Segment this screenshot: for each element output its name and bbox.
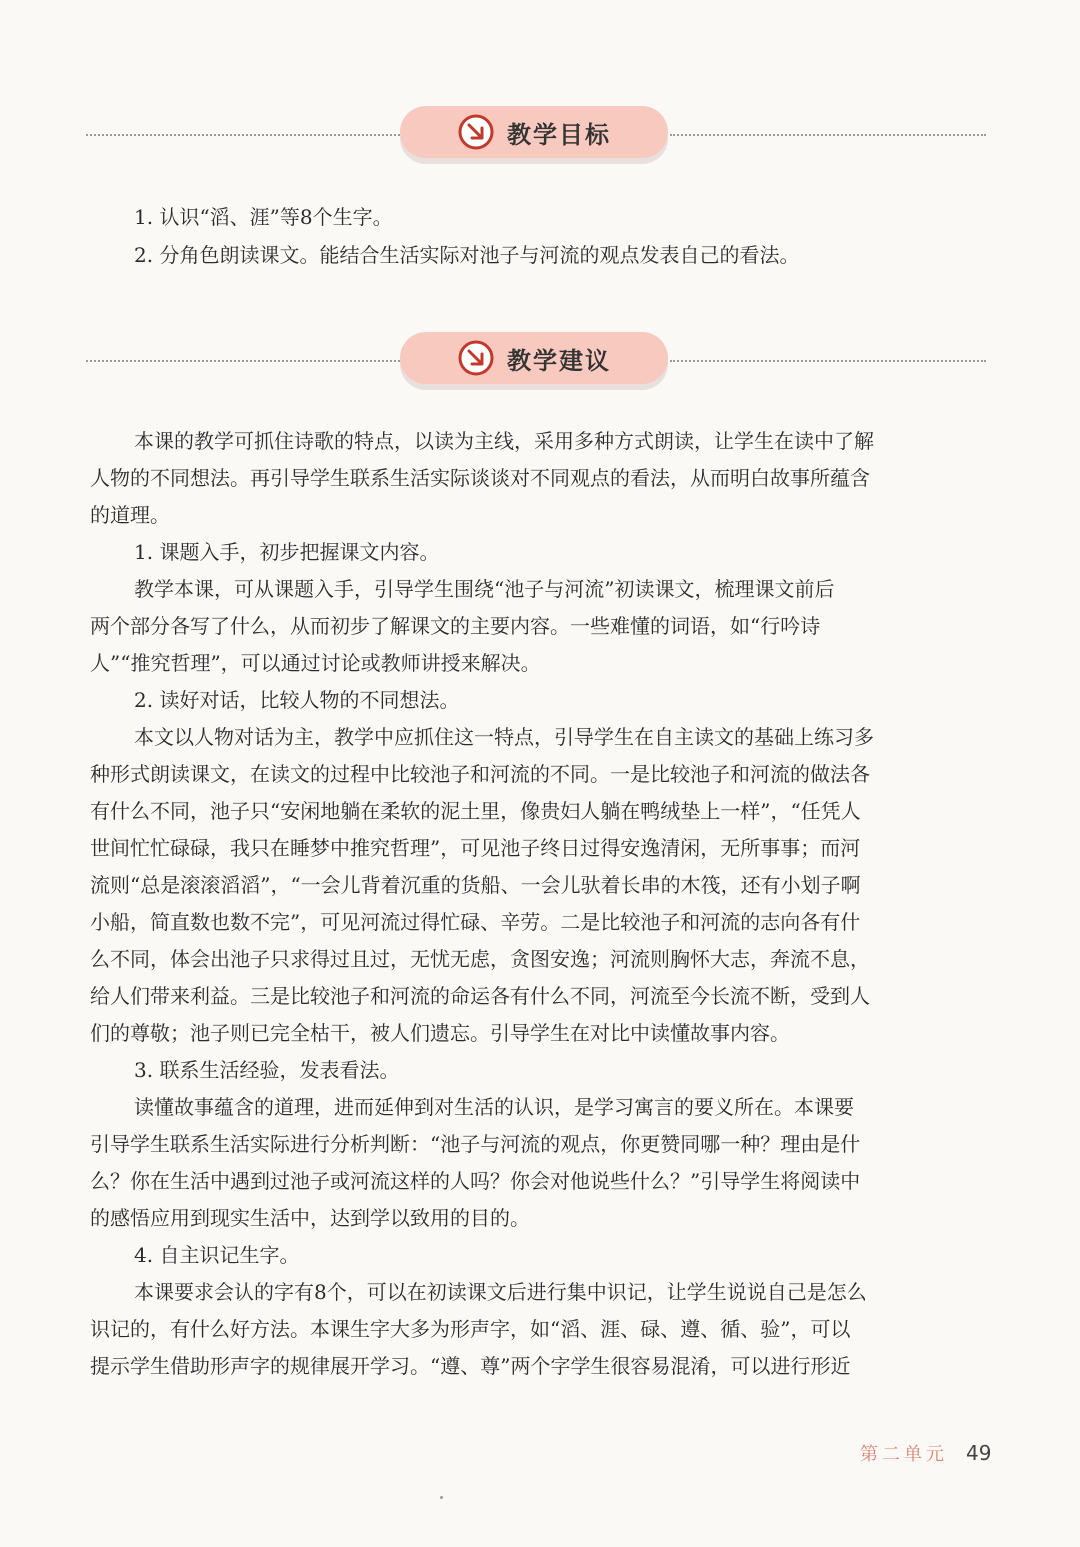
goal-item: 2. 分角色朗读课文。能结合生活实际对池子与河流的观点发表自己的看法。 [134, 243, 800, 267]
text-line: 世间忙忙碌碌，我只在睡梦中推究哲理”，可见池子终日过得安逸清闲，无所事事；而河 [90, 836, 861, 860]
dotted-rule [670, 360, 986, 362]
text-line: 人”“推究哲理”，可以通过讨论或教师讲授来解决。 [90, 651, 541, 675]
page-footer [860, 1440, 991, 1466]
subheading: 4. 自主识记生字。 [134, 1243, 300, 1267]
text-line: 的道理。 [90, 503, 170, 527]
dotted-rule [670, 134, 986, 136]
text-line: 种形式朗读课文，在读文的过程中比较池子和河流的不同。一是比较池子和河流的做法各 [90, 762, 870, 786]
text-line: 的感悟应用到现实生活中，达到学以致用的目的。 [90, 1206, 530, 1230]
text-line: 人物的不同想法。再引导学生联系生活实际谈谈对不同观点的看法，从而明白故事所蕴含 [90, 466, 870, 490]
text-line: 提示学生借助形声字的规律展开学习。“遵、尊”两个字学生很容易混淆，可以进行形近 [90, 1354, 851, 1378]
text-line: 给人们带来利益。三是比较池子和河流的命运各有什么不同，河流至今长流不断，受到人 [90, 984, 870, 1008]
goal-item: 1. 认识“滔、涯”等8个生字。 [134, 205, 393, 229]
text-line: 么不同，体会出池子只求得过且过，无忧无虑，贪图安逸；河流则胸怀大志，奔流不息， [90, 947, 870, 971]
text-line: 小船，简直数也数不完”，可见河流过得忙碌、辛劳。二是比较池子和河流的志向各有什 [90, 910, 861, 934]
text-line: 本课要求会认的字有8个，可以在初读课文后进行集中识记，让学生说说自己是怎么 [134, 1280, 867, 1304]
text-line: 本文以人物对话为主，教学中应抓住这一特点，引导学生在自主读文的基础上练习多 [134, 725, 874, 749]
paragraph-4 [90, 1274, 990, 1385]
text-line: 本课的教学可抓住诗歌的特点，以读为主线，采用多种方式朗读，让学生在读中了解 [134, 429, 874, 453]
page-number: 49 [966, 1441, 992, 1465]
text-line: 两个部分各写了什么，从而初步了解课文的主要内容。一些难懂的词语，如“行吟诗 [90, 614, 821, 638]
text-line: 识记的，有什么好方法。本课生字大多为形声字，如“滔、涯、碌、遵、循、验”，可以 [90, 1317, 851, 1341]
arrow-circle-icon [457, 339, 495, 377]
text-line: 们的尊敬；池子则已完全枯干，被人们遗忘。引导学生在对比中读懂故事内容。 [90, 1021, 790, 1045]
dotted-rule [86, 360, 404, 362]
text-line: 读懂故事蕴含的道理，进而延伸到对生活的认识，是学习寓言的要义所在。本课要 [134, 1095, 854, 1119]
paragraph-2 [90, 719, 990, 1052]
paragraph-1 [90, 571, 990, 682]
dotted-rule [86, 134, 404, 136]
text-line: 教学本课，可从课题入手，引导学生围绕“池子与河流”初读课文，梳理课文前后 [134, 577, 835, 601]
section-header-suggestions [86, 332, 986, 392]
section-title-pill [400, 332, 668, 384]
paragraph-3 [90, 1089, 990, 1237]
print-speck [440, 1496, 443, 1499]
subheading: 3. 联系生活经验，发表看法。 [134, 1058, 400, 1082]
section-title: 教学目标 [507, 120, 611, 149]
section-title: 教学建议 [507, 346, 611, 375]
text-line: 流则“总是滚滚滔滔”，“一会儿背着沉重的货船、一会儿驮着长串的木筏，还有小划子啊 [90, 873, 861, 897]
intro-paragraph [90, 423, 990, 534]
text-line: 么？你在生活中遇到过池子或河流这样的人吗？你会对他说些什么？”引导学生将阅读中 [90, 1169, 861, 1193]
text-line: 有什么不同，池子只“安闲地躺在柔软的泥土里，像贵妇人躺在鸭绒垫上一样”，“任凭人 [90, 799, 861, 823]
text-line: 引导学生联系生活实际进行分析判断：“池子与河流的观点，你更赞同哪一种？理由是什 [90, 1132, 861, 1156]
subheading: 2. 读好对话，比较人物的不同想法。 [134, 688, 460, 712]
arrow-circle-icon [457, 113, 495, 151]
subheading: 1. 课题入手，初步把握课文内容。 [134, 540, 440, 564]
section-title-pill [400, 106, 668, 158]
unit-label: 第二单元 [860, 1444, 948, 1465]
section-header-goals [86, 106, 986, 166]
